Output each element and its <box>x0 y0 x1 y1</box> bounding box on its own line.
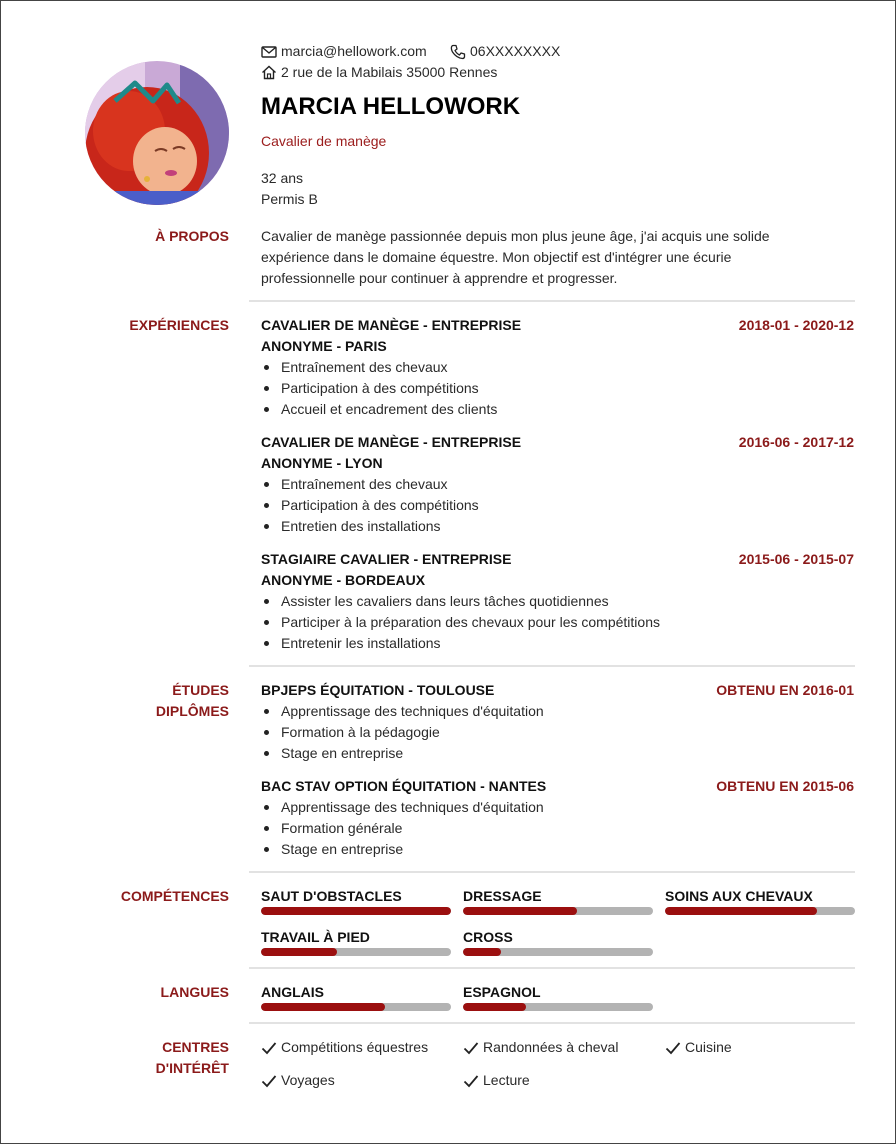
list-item: Stage en entreprise <box>261 743 544 764</box>
level-fill <box>665 907 817 915</box>
skill-bar <box>665 907 855 915</box>
check-icon <box>261 1041 277 1055</box>
contact-address: 2 rue de la Mabilais 35000 Rennes <box>281 64 498 80</box>
interest-label: Compétitions équestres <box>281 1039 429 1055</box>
interest-item <box>665 1037 732 1058</box>
experience-subtitle: ANONYME - LYON <box>261 455 383 471</box>
education-title: BAC STAV OPTION ÉQUITATION - NANTES <box>261 778 547 794</box>
level-fill <box>261 907 451 915</box>
check-icon <box>665 1041 681 1055</box>
skill-name: SOINS AUX CHEVAUX <box>665 888 813 904</box>
check-icon <box>463 1074 479 1088</box>
skill-bar <box>463 907 653 915</box>
divider <box>249 665 855 667</box>
interest-item <box>261 1070 335 1091</box>
list-item: Entraînement des chevaux <box>261 474 479 495</box>
experience-bullets <box>261 357 497 420</box>
phone-icon <box>450 44 466 60</box>
experience-title: CAVALIER DE MANÈGE - ENTREPRISE <box>261 317 522 333</box>
list-item: Formation générale <box>261 818 544 839</box>
interest-label: Cuisine <box>685 1039 732 1055</box>
skill-name: TRAVAIL À PIED <box>261 929 370 945</box>
interest-item <box>463 1070 530 1091</box>
level-fill <box>463 948 501 956</box>
experience-date: 2018-01 - 2020-12 <box>738 317 854 333</box>
job-title: Cavalier de manège <box>261 133 387 149</box>
section-label-languages: LANGUES <box>160 984 229 1000</box>
language-bar <box>463 1003 653 1011</box>
section-label-about: À PROPOS <box>155 228 229 244</box>
level-fill <box>261 948 337 956</box>
about-line: professionnelle pour continuer à apprendre et progresser. <box>261 270 618 286</box>
driving-license: Permis B <box>261 191 318 207</box>
check-icon <box>261 1074 277 1088</box>
list-item: Apprentissage des techniques d'équitation <box>261 701 544 722</box>
level-fill <box>463 907 577 915</box>
experience-subtitle: ANONYME - PARIS <box>261 338 387 354</box>
contact-address-row <box>261 62 497 83</box>
experience-title: STAGIAIRE CAVALIER - ENTREPRISE <box>261 551 512 567</box>
contact-phone-row <box>450 41 560 62</box>
contact-email-row <box>261 41 427 62</box>
list-item: Stage en entreprise <box>261 839 544 860</box>
age: 32 ans <box>261 170 304 186</box>
skill-bar <box>261 948 451 956</box>
list-item: Entretien des installations <box>261 516 479 537</box>
education-bullets <box>261 797 544 860</box>
list-item: Entretenir les installations <box>261 633 660 654</box>
skill-name: DRESSAGE <box>463 888 542 904</box>
home-icon <box>261 65 277 80</box>
about-line: Cavalier de manège passionnée depuis mon plus jeune âge, j'ai acquis une solide <box>261 228 770 244</box>
list-item: Accueil et encadrement des clients <box>261 399 497 420</box>
check-icon <box>463 1041 479 1055</box>
skill-name: CROSS <box>463 929 513 945</box>
contact-phone: 06XXXXXXXX <box>470 43 561 59</box>
contact-email: marcia@hellowork.com <box>281 43 427 59</box>
experience-title: CAVALIER DE MANÈGE - ENTREPRISE <box>261 434 522 450</box>
divider <box>249 1022 855 1024</box>
experience-date: 2015-06 - 2015-07 <box>738 551 854 567</box>
language-name: ESPAGNOL <box>463 984 541 1000</box>
education-bullets <box>261 701 544 764</box>
about-line: expérience dans le domaine équestre. Mon objectif est d'intégrer une écurie <box>261 249 732 265</box>
interest-item <box>463 1037 618 1058</box>
section-label-experience: EXPÉRIENCES <box>129 317 229 333</box>
language-bar <box>261 1003 451 1011</box>
level-fill <box>463 1003 526 1011</box>
list-item: Apprentissage des techniques d'équitation <box>261 797 544 818</box>
list-item: Participer à la préparation des chevaux pour les compétitions <box>261 612 660 633</box>
interest-label: Randonnées à cheval <box>483 1039 619 1055</box>
experience-bullets <box>261 591 660 654</box>
candidate-name: MARCIA HELLOWORK <box>261 93 521 120</box>
experience-subtitle: ANONYME - BORDEAUX <box>261 572 426 588</box>
education-date: OBTENU EN 2016-01 <box>716 682 854 698</box>
language-name: ANGLAIS <box>261 984 324 1000</box>
education-title: BPJEPS ÉQUITATION - TOULOUSE <box>261 682 495 698</box>
experience-date: 2016-06 - 2017-12 <box>738 434 854 450</box>
education-date: OBTENU EN 2015-06 <box>716 778 854 794</box>
avatar <box>85 61 229 205</box>
section-label-interests-2: D'INTÉRÊT <box>155 1060 229 1076</box>
interest-item <box>261 1037 428 1058</box>
divider <box>249 871 855 873</box>
interest-label: Voyages <box>281 1072 335 1088</box>
section-label-education-2: DIPLÔMES <box>155 703 229 719</box>
interest-label: Lecture <box>483 1072 530 1088</box>
experience-bullets <box>261 474 479 537</box>
level-fill <box>261 1003 385 1011</box>
mail-icon <box>261 45 277 59</box>
list-item: Participation à des compétitions <box>261 378 497 399</box>
list-item: Participation à des compétitions <box>261 495 479 516</box>
divider <box>249 967 855 969</box>
section-label-education: ÉTUDES <box>172 682 229 698</box>
list-item: Formation à la pédagogie <box>261 722 544 743</box>
skill-bar <box>261 907 451 915</box>
skill-bar <box>463 948 653 956</box>
list-item: Assister les cavaliers dans leurs tâches quotidiennes <box>261 591 660 612</box>
section-label-skills: COMPÉTENCES <box>120 888 229 904</box>
skill-name: SAUT D'OBSTACLES <box>261 888 402 904</box>
list-item: Entraînement des chevaux <box>261 357 497 378</box>
section-label-interests: CENTRES <box>162 1039 229 1055</box>
divider <box>249 300 855 302</box>
